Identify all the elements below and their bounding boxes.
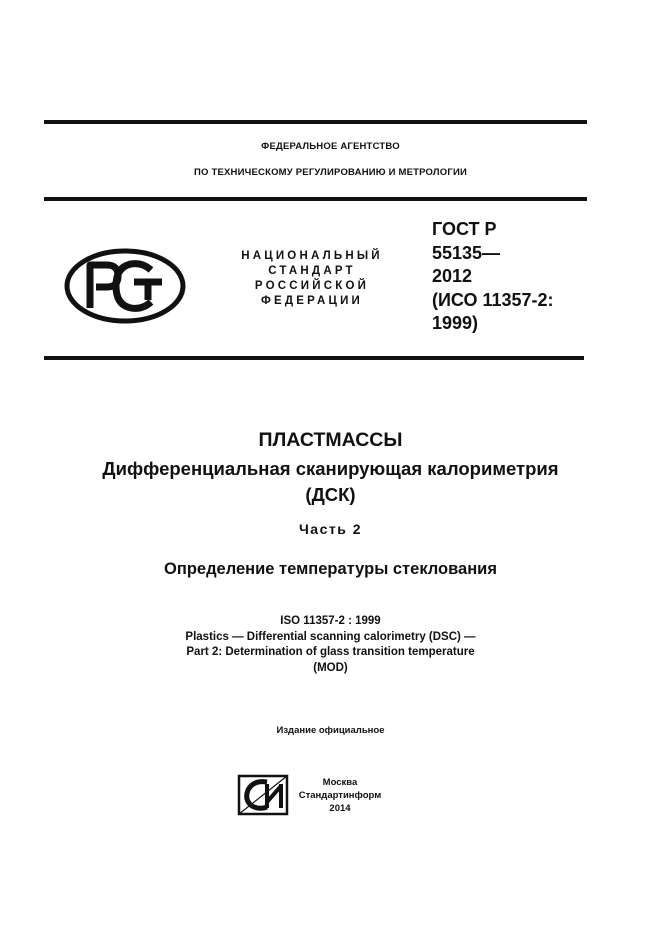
iso-line-1: ISO 11357-2 : 1999 <box>280 615 381 627</box>
designation-line-3: 2012 <box>432 266 473 286</box>
top-rule <box>44 120 587 124</box>
edition-label: Издание официальное <box>276 725 385 736</box>
publication-year: 2014 <box>329 803 351 814</box>
agency-line-2: ПО ТЕХНИЧЕСКОМУ РЕГУЛИРОВАНИЮ И МЕТРОЛОГИИ <box>194 167 467 178</box>
national-standard-line-2: СТАНДАРТ <box>268 265 356 277</box>
document-title: ПЛАСТМАССЫ <box>258 429 403 451</box>
document-subtitle: Определение температуры стеклования <box>164 560 497 578</box>
iso-line-3: Part 2: Determination of glass transition temperature <box>186 646 475 658</box>
part-label: Часть 2 <box>298 521 363 537</box>
iso-line-4: (MOD) <box>313 661 348 674</box>
national-standard-line-1: НАЦИОНАЛЬНЫЙ <box>241 250 383 262</box>
publisher-info <box>290 776 390 815</box>
designation-line-2: 55135— <box>432 242 501 263</box>
standard-designation <box>432 218 632 336</box>
standard-block-divider <box>44 356 584 360</box>
gost-r-certification-logo <box>64 248 186 324</box>
publisher-city: Москва <box>322 777 358 788</box>
designation-line-4: (ИСО 11357-2: <box>432 289 554 310</box>
title-line-3: (ДСК) <box>305 484 356 505</box>
national-standard-label <box>222 249 402 309</box>
national-standard-line-3: РОССИЙСКОЙ <box>254 280 370 292</box>
designation-line-1: ГОСТ Р <box>432 219 497 239</box>
designation-line-5: 1999) <box>432 313 479 333</box>
title-line-2: Дифференциальная сканирующая калориметрия <box>102 458 559 479</box>
iso-reference <box>0 614 661 676</box>
standartinform-logo <box>237 774 289 816</box>
agency-line-1: ФЕДЕРАЛЬНОЕ АГЕНТСТВО <box>261 141 400 152</box>
national-standard-line-4: ФЕДЕРАЦИИ <box>260 295 364 307</box>
publisher-name: Стандартинформ <box>298 790 382 801</box>
document-title-continued <box>0 456 661 508</box>
iso-line-2: Plastics — Differential scanning calorimetry (DSC) — <box>185 630 476 643</box>
header-divider <box>44 197 587 201</box>
